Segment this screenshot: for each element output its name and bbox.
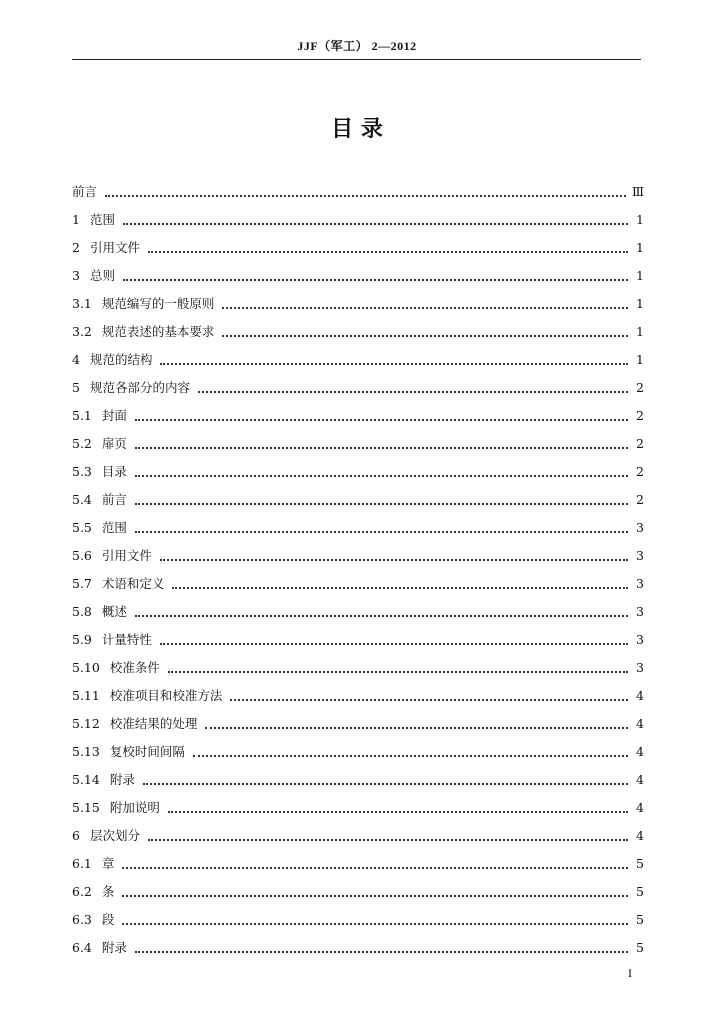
toc-entry-page: 2 (636, 492, 644, 507)
toc-entry-number: 6.3 (72, 912, 92, 927)
toc-entry-number: 5.15 (72, 800, 100, 815)
toc-entry-page: 2 (636, 464, 644, 479)
toc-dot-leader (135, 447, 628, 449)
toc-entry-label: 前言 (72, 184, 98, 199)
toc-entry[interactable] (72, 340, 644, 368)
toc-entry-page: 1 (636, 296, 644, 311)
toc-dot-leader (105, 195, 626, 197)
toc-dot-leader (148, 839, 628, 841)
toc-entry[interactable] (72, 648, 644, 676)
toc-entry-label: 扉页 (101, 436, 127, 451)
toc-entry-number: 5.4 (72, 492, 92, 507)
toc-entry-page: 4 (636, 744, 644, 759)
toc-entry-label: 附录 (101, 940, 127, 955)
toc-entry[interactable] (72, 228, 644, 256)
toc-entry[interactable] (72, 760, 644, 788)
toc-entry-label: 校准项目和校准方法 (109, 688, 223, 703)
toc-entry[interactable] (72, 200, 644, 228)
toc-entry-label: 引用文件 (101, 548, 152, 563)
toc-dot-leader (135, 419, 628, 421)
toc-entry-page: 1 (636, 352, 644, 367)
toc-entry-number: 5.9 (72, 632, 92, 647)
toc-dot-leader (172, 587, 628, 589)
toc-dot-leader (205, 727, 628, 729)
toc-dot-leader (143, 783, 628, 785)
toc-entry[interactable] (72, 284, 644, 312)
toc-dot-leader (160, 559, 628, 561)
toc-entry-label: 范围 (101, 520, 127, 535)
toc-entry-page: 1 (636, 268, 644, 283)
toc-entry-number: 1 (72, 212, 80, 227)
toc-entry-page: 3 (636, 660, 644, 675)
toc-entry-page: 4 (636, 688, 644, 703)
toc-entry-label: 目录 (101, 464, 127, 479)
toc-entry-number: 2 (72, 240, 80, 255)
toc-entry[interactable] (72, 312, 644, 340)
toc-dot-leader (168, 811, 628, 813)
toc-entry[interactable] (72, 872, 644, 900)
toc-dot-leader (135, 531, 628, 533)
toc-entry-page: 4 (636, 772, 644, 787)
toc-entry-page: Ⅲ (631, 184, 644, 199)
toc-entry-number: 5.2 (72, 436, 92, 451)
toc-entry[interactable] (72, 928, 644, 956)
toc-dot-leader (222, 307, 628, 309)
toc-entry-page: 5 (636, 940, 644, 955)
toc-entry-number: 4 (72, 352, 80, 367)
toc-entry-number: 5.13 (72, 744, 100, 759)
toc-dot-leader (160, 643, 628, 645)
toc-dot-leader (198, 391, 628, 393)
page-number: I (628, 966, 632, 980)
toc-entry-label: 附录 (109, 772, 135, 787)
toc-entry-label: 条 (101, 884, 115, 899)
toc-dot-leader (135, 475, 628, 477)
toc-entry[interactable] (72, 396, 644, 424)
toc-entry[interactable] (72, 564, 644, 592)
page-title: 目 录 (331, 116, 383, 142)
toc-dot-leader (123, 279, 628, 281)
toc-entry-number: 3.1 (72, 296, 92, 311)
toc-entry-label: 层次划分 (89, 828, 140, 843)
toc-entry[interactable] (72, 536, 644, 564)
toc-dot-leader (135, 503, 628, 505)
toc-entry-page: 5 (636, 884, 644, 899)
toc-entry-number: 6.2 (72, 884, 92, 899)
toc-entry-page: 3 (636, 632, 644, 647)
toc-entry-page: 5 (636, 856, 644, 871)
toc-entry[interactable] (72, 844, 644, 872)
toc-entry-number: 5 (72, 380, 80, 395)
toc-entry-number: 3 (72, 268, 80, 283)
toc-dot-leader (230, 699, 628, 701)
toc-entry-number: 5.3 (72, 464, 92, 479)
toc-dot-leader (193, 755, 628, 757)
toc-entry-number: 5.11 (72, 688, 100, 703)
toc-dot-leader (222, 335, 628, 337)
toc-entry-page: 4 (636, 800, 644, 815)
toc-entry-number: 5.1 (72, 408, 92, 423)
toc-entry-page: 5 (636, 912, 644, 927)
toc-entry-label: 总则 (89, 268, 115, 283)
toc-entry[interactable] (72, 620, 644, 648)
toc-entry-label: 校准条件 (109, 660, 160, 675)
toc-entry-label: 范围 (89, 212, 115, 227)
toc-entry[interactable] (72, 508, 644, 536)
toc-entry-label: 规范编写的一般原则 (101, 296, 215, 311)
toc-entry-label: 规范表述的基本要求 (101, 324, 215, 339)
toc-entry-number: 6.1 (72, 856, 92, 871)
toc-dot-leader (135, 615, 628, 617)
toc-entry[interactable] (72, 732, 644, 760)
toc-entry-label: 校准结果的处理 (109, 716, 198, 731)
toc-entry-label: 规范各部分的内容 (89, 380, 190, 395)
toc-entry[interactable] (72, 368, 644, 396)
toc-entry[interactable] (72, 704, 644, 732)
toc-entry[interactable] (72, 592, 644, 620)
toc-entry-page: 2 (636, 436, 644, 451)
toc-entry-page: 1 (636, 240, 644, 255)
toc-entry-label: 封面 (101, 408, 127, 423)
toc-entry-page: 3 (636, 604, 644, 619)
toc-entry-label: 段 (101, 912, 115, 927)
toc-entry[interactable] (72, 424, 644, 452)
toc-entry-page: 4 (636, 828, 644, 843)
toc-entry-label: 计量特性 (101, 632, 152, 647)
toc-dot-leader (168, 671, 628, 673)
toc-entry[interactable] (72, 480, 644, 508)
header-rule (72, 59, 641, 60)
toc-entry-number: 5.12 (72, 716, 100, 731)
toc-entry[interactable] (72, 452, 644, 480)
toc-entry-page: 3 (636, 520, 644, 535)
toc-dot-leader (135, 951, 628, 953)
toc-entry-number: 3.2 (72, 324, 92, 339)
toc-entry-page: 4 (636, 716, 644, 731)
toc-entry-number: 5.14 (72, 772, 100, 787)
table-of-contents (72, 172, 644, 956)
toc-entry-page: 2 (636, 408, 644, 423)
toc-dot-leader (148, 251, 628, 253)
toc-entry-label: 附加说明 (109, 800, 160, 815)
toc-entry-number: 5.8 (72, 604, 92, 619)
toc-entry-number: 6.4 (72, 940, 92, 955)
toc-entry[interactable] (72, 900, 644, 928)
toc-entry-number: 5.6 (72, 548, 92, 563)
toc-entry-number: 5.7 (72, 576, 92, 591)
toc-entry-page: 3 (636, 548, 644, 563)
toc-entry-label: 术语和定义 (101, 576, 165, 591)
toc-dot-leader (122, 923, 628, 925)
toc-entry-page: 2 (636, 380, 644, 395)
toc-entry[interactable] (72, 816, 644, 844)
toc-entry-label: 规范的结构 (89, 352, 153, 367)
toc-entry[interactable] (72, 788, 644, 816)
toc-entry-label: 前言 (101, 492, 127, 507)
toc-entry-page: 1 (636, 324, 644, 339)
toc-dot-leader (122, 895, 628, 897)
toc-entry-page: 3 (636, 576, 644, 591)
toc-entry-number: 5.5 (72, 520, 92, 535)
toc-entry-label: 复校时间间隔 (109, 744, 185, 759)
toc-entry-number: 6 (72, 828, 80, 843)
toc-entry-label: 引用文件 (89, 240, 140, 255)
toc-entry[interactable] (72, 256, 644, 284)
toc-entry-label: 章 (101, 856, 115, 871)
toc-dot-leader (122, 867, 628, 869)
toc-entry-page: 1 (636, 212, 644, 227)
toc-entry[interactable] (72, 172, 644, 200)
running-header: JJF（军工） 2—2012 (297, 39, 417, 53)
toc-entry-label: 概述 (101, 604, 127, 619)
toc-dot-leader (160, 363, 628, 365)
toc-entry[interactable] (72, 676, 644, 704)
toc-entry-number: 5.10 (72, 660, 100, 675)
toc-dot-leader (123, 223, 628, 225)
